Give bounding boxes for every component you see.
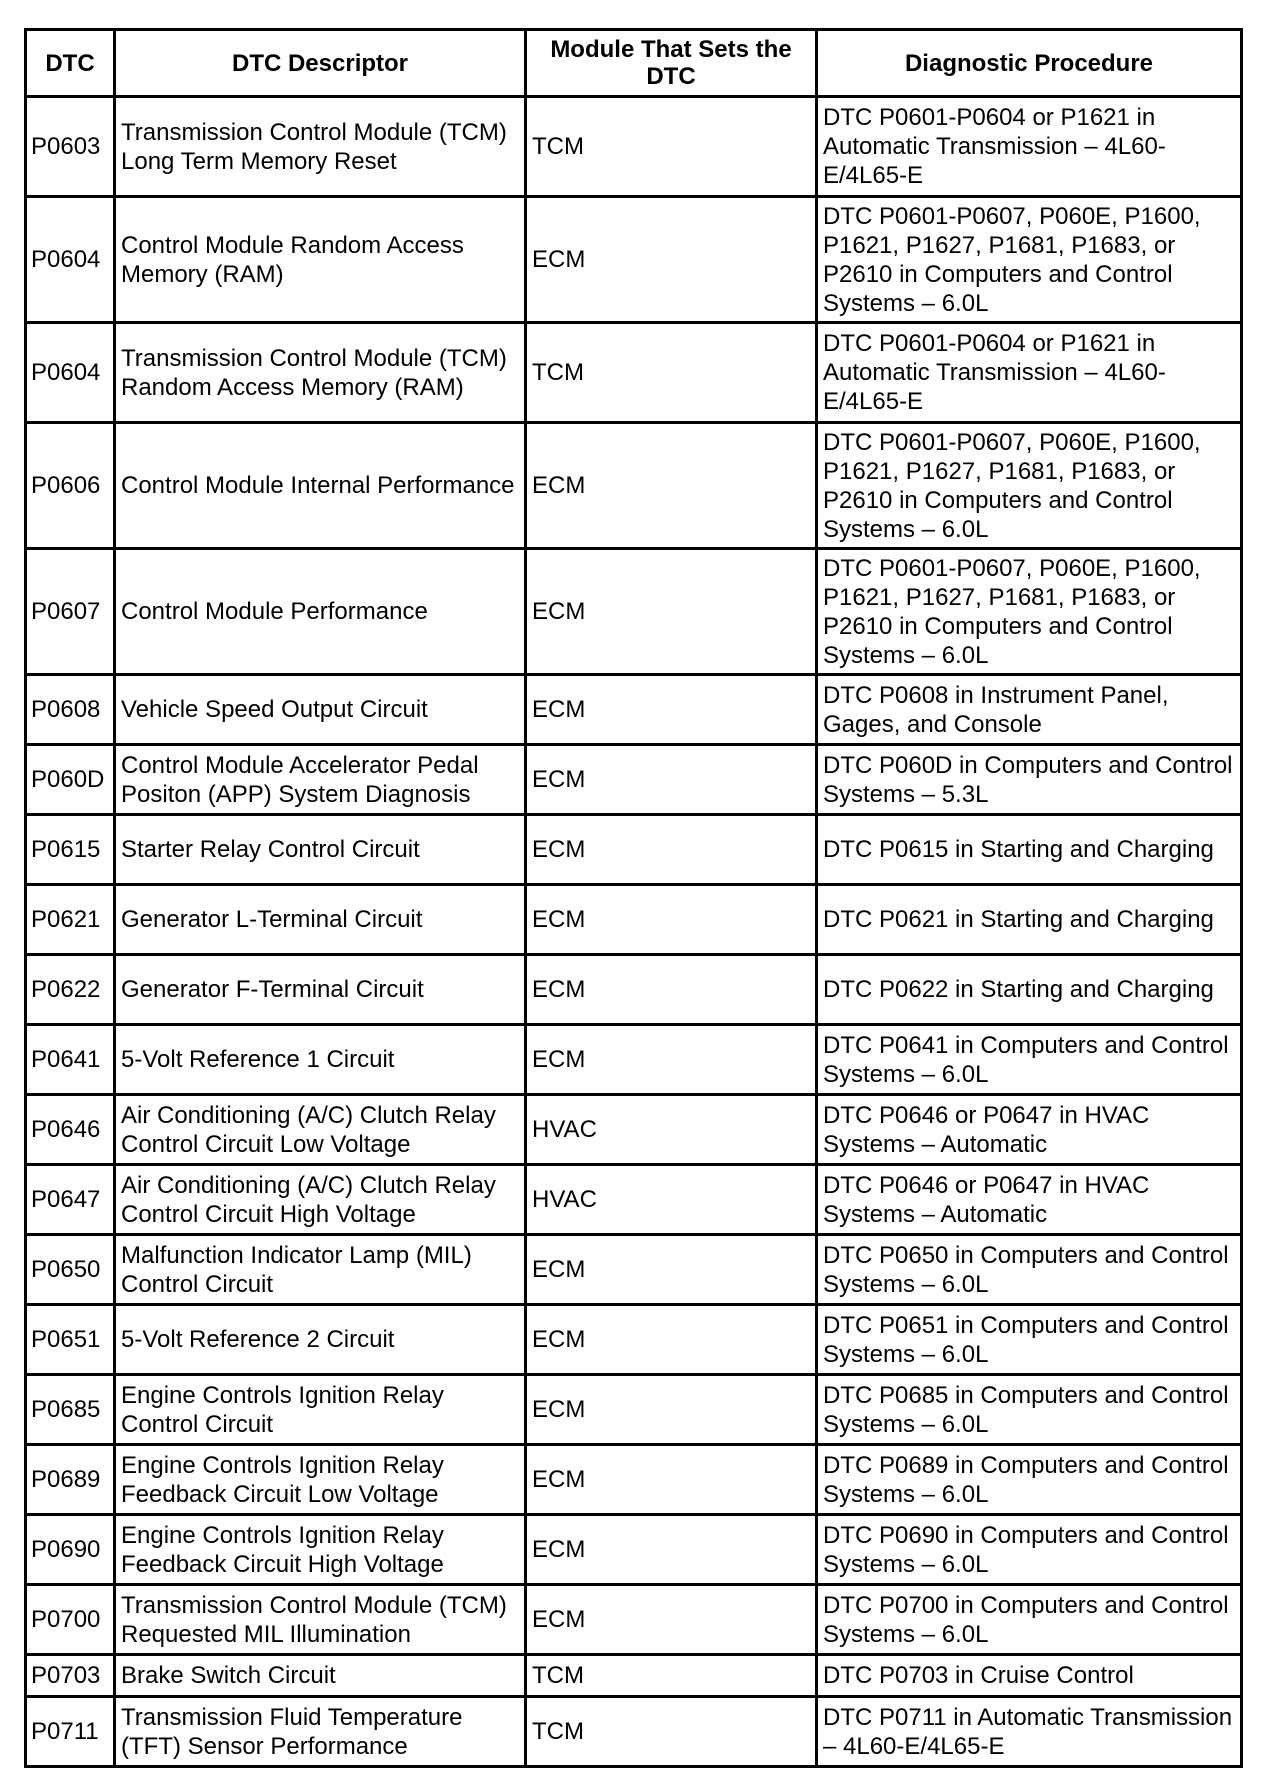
header-module: Module That Sets the DTC	[526, 30, 817, 97]
dtc-procedure: DTC P0621 in Starting and Charging	[817, 885, 1242, 955]
dtc-descriptor: Control Module Accelerator Pedal Positon (APP) System Diagnosis	[115, 745, 526, 815]
dtc-descriptor: Transmission Control Module (TCM) Long Term Memory Reset	[115, 97, 526, 197]
dtc-code: P0647	[26, 1165, 115, 1235]
table-row	[26, 1025, 1242, 1095]
dtc-procedure: DTC P0690 in Computers and Control Systems – 6.0L	[817, 1515, 1242, 1585]
table-row	[26, 323, 1242, 423]
dtc-procedure: DTC P0641 in Computers and Control Systems – 6.0L	[817, 1025, 1242, 1095]
dtc-procedure: DTC P0646 or P0647 in HVAC Systems – Automatic	[817, 1165, 1242, 1235]
dtc-procedure: DTC P0601-P0607, P060E, P1600, P1621, P1627, P1681, P1683, or P2610 in Computers and Control Systems – 6.0L	[817, 423, 1242, 549]
dtc-procedure: DTC P0615 in Starting and Charging	[817, 815, 1242, 885]
dtc-module: TCM	[526, 1697, 817, 1767]
dtc-procedure: DTC P0700 in Computers and Control Systems – 6.0L	[817, 1585, 1242, 1655]
dtc-descriptor: Vehicle Speed Output Circuit	[115, 675, 526, 745]
dtc-descriptor: Transmission Control Module (TCM) Requested MIL Illumination	[115, 1585, 526, 1655]
dtc-code: P0604	[26, 323, 115, 423]
dtc-code: P0690	[26, 1515, 115, 1585]
table-row	[26, 1445, 1242, 1515]
table-row	[26, 1095, 1242, 1165]
table-row	[26, 1375, 1242, 1445]
dtc-descriptor: Starter Relay Control Circuit	[115, 815, 526, 885]
header-dtc: DTC	[26, 30, 115, 97]
table-row	[26, 815, 1242, 885]
dtc-procedure: DTC P0650 in Computers and Control Systems – 6.0L	[817, 1235, 1242, 1305]
table-row	[26, 197, 1242, 323]
dtc-descriptor: Control Module Random Access Memory (RAM)	[115, 197, 526, 323]
dtc-code: P0604	[26, 197, 115, 323]
table-row	[26, 549, 1242, 675]
table-row	[26, 745, 1242, 815]
dtc-code: P0606	[26, 423, 115, 549]
dtc-module: ECM	[526, 1445, 817, 1515]
dtc-code: P0703	[26, 1655, 115, 1697]
header-dtc-descriptor: DTC Descriptor	[115, 30, 526, 97]
dtc-procedure: DTC P0689 in Computers and Control Systems – 6.0L	[817, 1445, 1242, 1515]
dtc-descriptor: Generator F-Terminal Circuit	[115, 955, 526, 1025]
dtc-descriptor: Malfunction Indicator Lamp (MIL) Control Circuit	[115, 1235, 526, 1305]
table-row	[26, 1165, 1242, 1235]
dtc-code: P0607	[26, 549, 115, 675]
table-row	[26, 955, 1242, 1025]
dtc-module: ECM	[526, 1375, 817, 1445]
dtc-module: TCM	[526, 1655, 817, 1697]
dtc-module: ECM	[526, 745, 817, 815]
table-header-row	[26, 30, 1242, 97]
table-row	[26, 1515, 1242, 1585]
dtc-code: P0622	[26, 955, 115, 1025]
table-row	[26, 1585, 1242, 1655]
dtc-module: ECM	[526, 1585, 817, 1655]
dtc-procedure: DTC P0711 in Automatic Transmission – 4L60-E/4L65-E	[817, 1697, 1242, 1767]
table-row	[26, 1697, 1242, 1767]
table-row	[26, 423, 1242, 549]
dtc-code: P0651	[26, 1305, 115, 1375]
dtc-code: P0641	[26, 1025, 115, 1095]
table-row	[26, 97, 1242, 197]
dtc-procedure: DTC P060D in Computers and Control Systems – 5.3L	[817, 745, 1242, 815]
dtc-code: P0608	[26, 675, 115, 745]
dtc-descriptor: Transmission Fluid Temperature (TFT) Sensor Performance	[115, 1697, 526, 1767]
dtc-module: ECM	[526, 423, 817, 549]
dtc-code: P0621	[26, 885, 115, 955]
dtc-descriptor: Air Conditioning (A/C) Clutch Relay Control Circuit High Voltage	[115, 1165, 526, 1235]
dtc-descriptor: Generator L-Terminal Circuit	[115, 885, 526, 955]
dtc-module: TCM	[526, 323, 817, 423]
dtc-module: ECM	[526, 197, 817, 323]
dtc-module: HVAC	[526, 1095, 817, 1165]
dtc-module: ECM	[526, 1235, 817, 1305]
dtc-procedure: DTC P0622 in Starting and Charging	[817, 955, 1242, 1025]
dtc-module: ECM	[526, 955, 817, 1025]
dtc-code: P0646	[26, 1095, 115, 1165]
dtc-module: ECM	[526, 549, 817, 675]
dtc-module: ECM	[526, 675, 817, 745]
dtc-module: ECM	[526, 1305, 817, 1375]
dtc-procedure: DTC P0601-P0607, P060E, P1600, P1621, P1627, P1681, P1683, or P2610 in Computers and Control Systems – 6.0L	[817, 197, 1242, 323]
dtc-code: P0685	[26, 1375, 115, 1445]
dtc-procedure: DTC P0685 in Computers and Control Systems – 6.0L	[817, 1375, 1242, 1445]
dtc-procedure: DTC P0703 in Cruise Control	[817, 1655, 1242, 1697]
dtc-descriptor: Transmission Control Module (TCM) Random Access Memory (RAM)	[115, 323, 526, 423]
dtc-descriptor: Air Conditioning (A/C) Clutch Relay Control Circuit Low Voltage	[115, 1095, 526, 1165]
dtc-table-sheet	[24, 28, 1240, 1768]
dtc-descriptor: Engine Controls Ignition Relay Feedback Circuit Low Voltage	[115, 1445, 526, 1515]
dtc-code: P060D	[26, 745, 115, 815]
dtc-descriptor: Engine Controls Ignition Relay Control Circuit	[115, 1375, 526, 1445]
dtc-code: P0689	[26, 1445, 115, 1515]
dtc-descriptor: 5-Volt Reference 1 Circuit	[115, 1025, 526, 1095]
dtc-descriptor: 5-Volt Reference 2 Circuit	[115, 1305, 526, 1375]
table-row	[26, 1305, 1242, 1375]
dtc-module: ECM	[526, 1515, 817, 1585]
table-row	[26, 1655, 1242, 1697]
dtc-table	[24, 28, 1243, 1768]
dtc-procedure: DTC P0651 in Computers and Control Systems – 6.0L	[817, 1305, 1242, 1375]
dtc-module: HVAC	[526, 1165, 817, 1235]
dtc-module: ECM	[526, 815, 817, 885]
table-row	[26, 1235, 1242, 1305]
dtc-code: P0603	[26, 97, 115, 197]
dtc-procedure: DTC P0601-P0604 or P1621 in Automatic Transmission – 4L60-E/4L65-E	[817, 323, 1242, 423]
dtc-code: P0615	[26, 815, 115, 885]
dtc-code: P0700	[26, 1585, 115, 1655]
header-diagnostic-procedure: Diagnostic Procedure	[817, 30, 1242, 97]
dtc-procedure: DTC P0601-P0604 or P1621 in Automatic Transmission – 4L60-E/4L65-E	[817, 97, 1242, 197]
dtc-descriptor: Engine Controls Ignition Relay Feedback Circuit High Voltage	[115, 1515, 526, 1585]
dtc-module: ECM	[526, 885, 817, 955]
table-row	[26, 675, 1242, 745]
dtc-module: TCM	[526, 97, 817, 197]
dtc-module: ECM	[526, 1025, 817, 1095]
dtc-descriptor: Control Module Internal Performance	[115, 423, 526, 549]
dtc-code: P0650	[26, 1235, 115, 1305]
dtc-descriptor: Control Module Performance	[115, 549, 526, 675]
dtc-descriptor: Brake Switch Circuit	[115, 1655, 526, 1697]
table-row	[26, 885, 1242, 955]
dtc-procedure: DTC P0646 or P0647 in HVAC Systems – Automatic	[817, 1095, 1242, 1165]
dtc-procedure: DTC P0608 in Instrument Panel, Gages, and Console	[817, 675, 1242, 745]
dtc-code: P0711	[26, 1697, 115, 1767]
dtc-procedure: DTC P0601-P0607, P060E, P1600, P1621, P1627, P1681, P1683, or P2610 in Computers and Control Systems – 6.0L	[817, 549, 1242, 675]
